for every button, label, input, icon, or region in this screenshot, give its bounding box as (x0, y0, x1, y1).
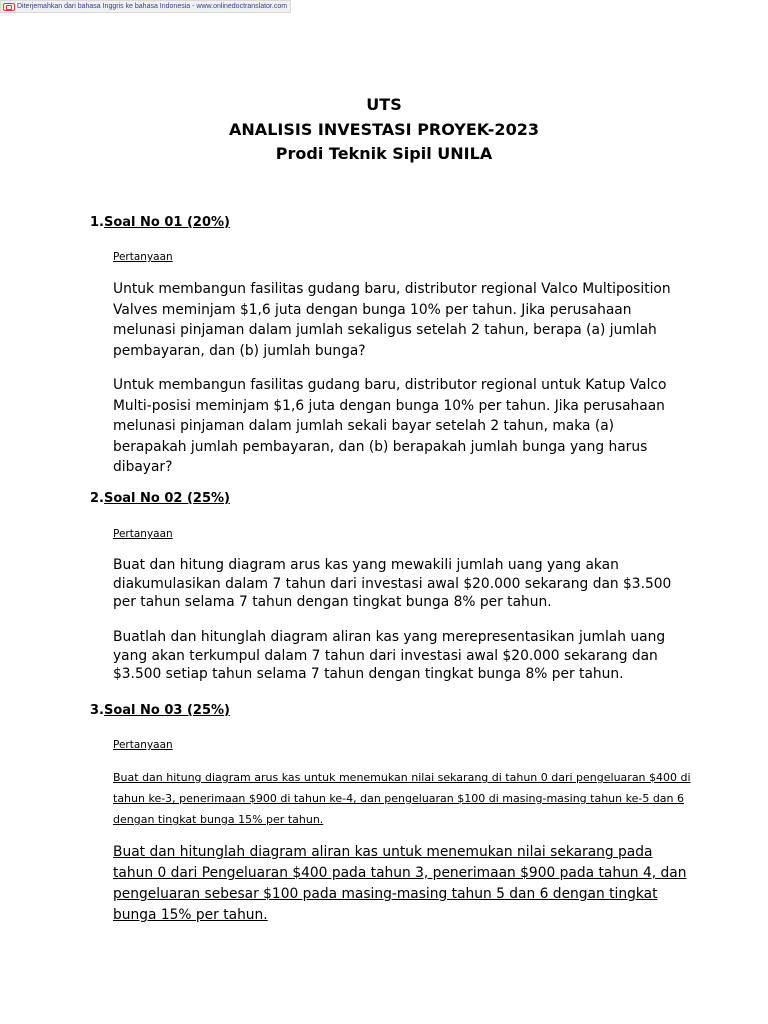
section-1-heading (90, 214, 230, 232)
section-2-heading (90, 490, 230, 508)
section-3-number: 3. (90, 703, 104, 718)
section-1-label: Soal No 01 (20%) (103, 215, 230, 230)
section-1-number: 1. (90, 215, 104, 230)
translate-doc-icon (3, 3, 15, 11)
section-2-subheading: Pertanyaan (113, 528, 173, 540)
section-2-number: 2. (90, 491, 104, 506)
section-1-paragraph-original: Untuk membangun fasilitas gudang baru, distributor regional Valco Multiposition Valves meminjam $1,6 juta dengan bunga 10% per tahun. Jika perusahaan melunasi pinjaman dalam jumlah sekaligus setelah 2 tahun, berapa (a) jumlah pembayaran, dan (b) jumlah bunga? (113, 281, 671, 359)
section-2-paragraph-original: Buat dan hitung diagram arus kas yang mewakili jumlah uang yang akan diakumulasikan dalam 7 tahun dari investasi awal $20.000 sekarang dan $3.500 per tahun selama 7 tahun dengan tingkat bunga 8% per tahun. (113, 557, 672, 610)
section-2-paragraph-translated: Buatlah dan hitunglah diagram aliran kas yang merepresentasikan jumlah uang yang akan terkumpul dalam 7 tahun dari investasi awal $20.000 sekarang dan $3.500 setiap tahun selama 7 tahun dengan tingkat bunga 8% per tahun. (113, 629, 666, 682)
exam-title: UTS (366, 95, 402, 114)
section-3-heading (90, 702, 230, 720)
program-title: Prodi Teknik Sipil UNILA (275, 144, 493, 163)
translator-banner[interactable] (0, 0, 291, 13)
section-1-paragraph-translated: Untuk membangun fasilitas gudang baru, distributor regional untuk Katup Valco Multi-posisi meminjam $1,6 juta dengan bunga 10% per tahun. Jika perusahaan melunasi pinjaman dalam jumlah sekali bayar setelah 2 tahun, maka (a) berapakah jumlah pembayaran, dan (b) berapakah jumlah bunga yang harus dibayar? (113, 377, 667, 475)
section-3-subheading: Pertanyaan (113, 739, 173, 751)
course-title: ANALISIS INVESTASI PROYEK-2023 (229, 120, 539, 139)
banner-text[interactable]: Diterjemahkan dari bahasa Inggris ke bahasa Indonesia - www.onlinedoctranslator.com (17, 3, 288, 10)
section-2-label: Soal No 02 (25%) (103, 491, 230, 506)
section-3-label: Soal No 03 (25%) (103, 703, 230, 718)
section-3-paragraph-translated: Buat dan hitunglah diagram aliran kas untuk menemukan nilai sekarang pada tahun 0 dari Pengeluaran $400 pada tahun 3, penerimaan $900 pada tahun 4, dan pengeluaran sebesar $100 pada masing-masing tahun 5 dan 6 dengan tingkat bunga 15% per tahun. (113, 844, 687, 923)
section-1-subheading: Pertanyaan (113, 251, 173, 263)
section-3-paragraph-original: Buat dan hitung diagram arus kas untuk menemukan nilai sekarang di tahun 0 dari pengeluaran $400 di tahun ke-3, penerimaan $900 di tahun ke-4, dan pengeluaran $100 di masing-masing tahun ke-5 dan 6 dengan tingkat bunga 15% per tahun. (113, 771, 691, 826)
